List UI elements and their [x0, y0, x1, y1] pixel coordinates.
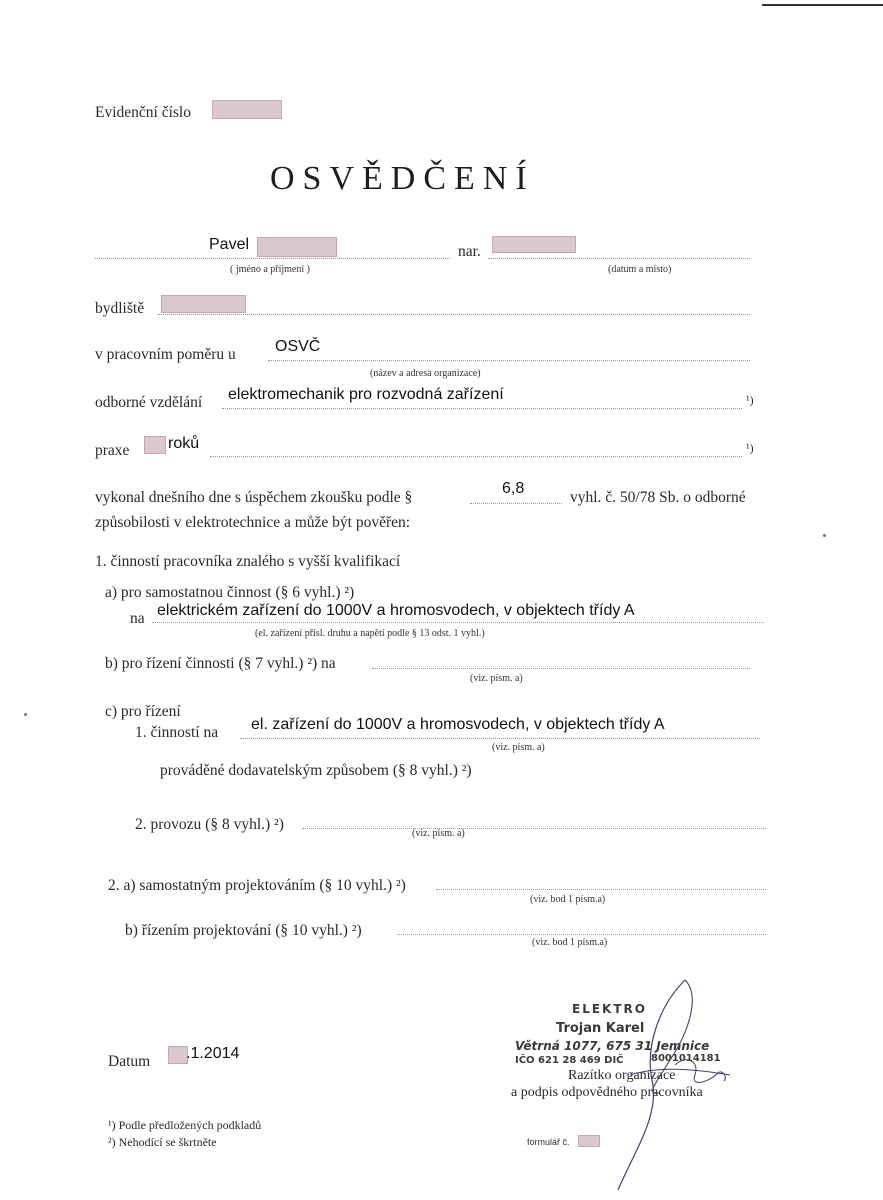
exam-line1-suffix: vyhl. č. 50/78 Sb. o odborné	[570, 489, 746, 506]
scan-speck	[24, 713, 27, 716]
section1c1-caption: (viz. písm. a)	[492, 742, 545, 753]
section1a-na: na	[130, 610, 145, 627]
redaction-birth	[492, 236, 576, 253]
nar-label: nar.	[458, 243, 481, 260]
section1c1-dotted-line	[240, 738, 760, 739]
residence-label: bydliště	[95, 300, 145, 317]
page-title: OSVĚDČENÍ	[270, 160, 535, 197]
exam-line2: způsobilosti v elektrotechnice a může být pověřen:	[95, 514, 411, 531]
section2a-dotted-line	[436, 889, 766, 890]
stamp-logo: ELEKTRO	[572, 1002, 647, 1016]
footnote-1: ¹) Podle předložených podkladů	[108, 1118, 262, 1132]
section1c2-caption: (viz. písm. a)	[412, 828, 465, 839]
education-value: elektromechanik pro rozvodná zařízení	[228, 386, 504, 403]
section1c2-label: 2. provozu (§ 8 vyhl.) ²)	[135, 816, 284, 833]
practice-value: roků	[168, 435, 200, 452]
top-edge-line	[762, 4, 883, 6]
redaction-day	[168, 1046, 188, 1064]
education-note: ¹)	[746, 393, 754, 407]
name-caption: ( jméno a příjmení )	[230, 264, 310, 275]
section1c1-label: 1. činností na	[135, 724, 219, 741]
section1c1-value: el. zařízení do 1000V a hromosvodech, v objektech třídy A	[251, 716, 665, 733]
employment-label: v pracovním poměru u	[95, 346, 236, 363]
evidencni-label: Evidenční číslo	[95, 104, 191, 121]
exam-paragraph-dotted-line	[470, 503, 562, 504]
section1a-caption: (el. zařízení přísl. druhu a napětí podle § 13 odst. 1 vyhl.)	[255, 628, 485, 639]
stamp-caption-2: a podpis odpovědného pracovníka	[511, 1085, 703, 1100]
section1b-caption: (viz. písm. a)	[470, 673, 523, 684]
section2b-caption: (viz. bod 1 písm.a)	[532, 937, 608, 948]
section1b-dotted-line	[372, 668, 750, 669]
stamp-caption-1: Razítko organizace	[568, 1068, 676, 1083]
exam-line1-prefix: vykonal dnešního dne s úspěchem zkoušku podle §	[95, 489, 413, 506]
birth-caption: (datum a místo)	[608, 264, 672, 275]
redaction-surname	[257, 237, 337, 257]
scan-speck	[823, 534, 826, 537]
practice-dotted-line	[210, 456, 742, 457]
residence-dotted-line	[158, 314, 750, 315]
section1a-label: a) pro samostatnou činnost (§ 6 vyhl.) ²)	[105, 584, 355, 601]
name-value: Pavel	[209, 236, 250, 253]
section2b-label: b) řízením projektování (§ 10 vyhl.) ²)	[125, 922, 362, 939]
employment-caption: (název a adresa organizace)	[370, 368, 481, 379]
form-number-label: formulář č.	[527, 1137, 570, 1147]
footnote-2: ²) Nehodící se škrtněte	[108, 1135, 217, 1149]
redaction-form-number	[578, 1135, 600, 1147]
practice-note: ¹)	[746, 441, 754, 455]
section1c-label: c) pro řízení	[105, 703, 181, 720]
employment-value: OSVČ	[275, 338, 321, 355]
stamp-name: Trojan Karel	[556, 1021, 645, 1036]
date-value: .1.2014	[186, 1045, 240, 1062]
section1c1-line2: prováděné dodavatelským způsobem (§ 8 vyhl.) ²)	[160, 762, 472, 779]
section1a-dotted-line	[152, 622, 764, 623]
exam-paragraph-value: 6,8	[502, 480, 525, 497]
name-dotted-line	[95, 258, 450, 259]
stamp-address: Větrná 1077, 675 31 Jemnice	[515, 1039, 710, 1053]
section1a-value: elektrickém zařízení do 1000V a hromosvodech, v objektech třídy A	[157, 602, 635, 619]
birth-dotted-line	[488, 258, 750, 259]
stamp-dic-value: 8001014181	[651, 1053, 721, 1064]
handwritten-signature	[590, 975, 740, 1195]
section1-heading: 1. činností pracovníka znalého s vyšší kvalifikací	[95, 553, 401, 570]
section1c2-dotted-line	[302, 828, 766, 829]
education-label: odborné vzdělání	[95, 394, 203, 411]
section2a-label: 2. a) samostatným projektováním (§ 10 vyhl.) ²)	[108, 877, 406, 894]
redaction-residence	[161, 295, 246, 313]
section2a-caption: (viz. bod 1 písm.a)	[530, 894, 606, 905]
section2b-dotted-line	[397, 934, 766, 935]
stamp-ids: IČO 621 28 469 DIČ	[515, 1055, 624, 1066]
redaction-years	[144, 436, 166, 454]
section1b-label: b) pro řízení činnosti (§ 7 vyhl.) ²) na	[105, 655, 336, 672]
employment-dotted-line	[268, 360, 750, 361]
redaction-evidencni	[212, 100, 282, 119]
date-label: Datum	[108, 1053, 151, 1070]
practice-label: praxe	[95, 442, 130, 459]
education-dotted-line	[222, 408, 742, 409]
